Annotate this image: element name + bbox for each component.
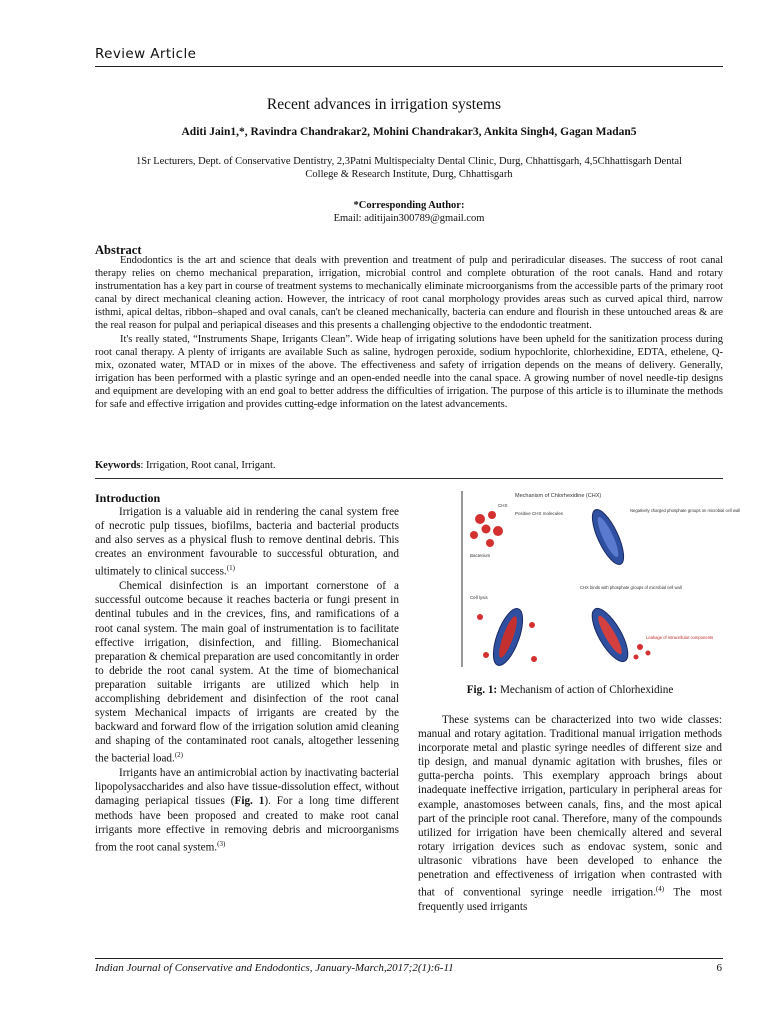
footer-divider <box>95 958 723 959</box>
right-column <box>418 713 722 914</box>
left-column <box>95 491 399 855</box>
keywords-label: Keywords <box>95 460 141 471</box>
intro-paragraph-2: Chemical disinfection is an important cornerstone of a successful outcome because it reaches bacteria or fungi present in dentinal tubules and in the crevices, fins, and ramifications of a root canal system. The main goal of instrumentation is to facilitate effective irrigation, disinfection, and filling. Biomechanical preparation & chemical preparation are used concomitantly in order to debride the root canal system. At the time of biomechanical preparation suitable irrigants are utilized which help in accomplishing debridement and disinfection of the root canal system Mechanical impacts of irrigants are created by the backward and forward flow of the irrigation solution amid cleaning and shaping of the contaminated root canals, altogether lessening the bacterial load.$^{(2)}$ <box>95 580 399 766</box>
intro-paragraph-3: Irrigants have an antimicrobial action by inactivating bacterial lipopolysaccharides and also have tissue-dissolution effect, without damaging periapical tissues (Fig. 1). For a long time different methods have been proposed and created to make root canal irrigants more effective in removing debris and microorganisms from the root canal system.$^{(3)}$ <box>95 767 399 854</box>
citation-ref[interactable]: (1) <box>226 564 235 573</box>
citation-ref[interactable]: (4) <box>655 885 665 894</box>
corresponding-label: *Corresponding Author: <box>353 200 465 211</box>
abstract-body <box>95 254 723 411</box>
figure-caption-text: Mechanism of action of Chlorhexidine <box>497 684 674 696</box>
article-type-label: Review Article <box>95 46 197 62</box>
figure-caption <box>418 684 722 696</box>
drawing-heading: Mechanism of Chlorhexidine (CHX) <box>515 493 602 499</box>
figure-caption-label: Fig. 1: <box>466 684 498 696</box>
page-number: 6 <box>716 962 722 974</box>
drawing-label-cell-wall: Negatively charged phosphate groups on microbial cell wall <box>630 508 741 513</box>
citation-ref[interactable]: (3) <box>217 839 226 848</box>
drawing-label-positive: Positive CHX molecules <box>515 511 564 516</box>
figure-reference[interactable]: Fig. 1 <box>234 795 265 808</box>
keywords-text: : Irrigation, Root canal, Irrigant. <box>140 460 276 471</box>
keywords-divider <box>95 478 723 479</box>
drawing-label-leak: Leakage of intracellular components <box>646 635 714 640</box>
drawing-label-chx: CHX <box>498 503 508 508</box>
article-title: Recent advances in irrigation systems <box>266 96 502 113</box>
affiliation-line-2: College & Research Institute, Durg, Chhattisgarh <box>305 169 513 180</box>
drawing-label-bacterium: Bacterium <box>470 553 491 558</box>
corresponding-author <box>95 199 723 225</box>
drawing-label-lysis: Cell lysis <box>470 595 488 600</box>
abstract-paragraph-2: It's really stated, “Instruments Shape, Irrigants Clean”. Wide heap of irrigating solutions have been upheld for the sanitization process during root canal therapy. A plenty of irrigants are available Such as saline, hydrogen peroxide, sodium hypochlorite, chlorhexidine, EDTA, ethelene, Q-mix, ozonated water, MTAD or in mixes of the above. The effectiveness and safety of irrigation depends on the means of delivery. Generally, irrigation has been performed with a plastic syringe and an open-ended needle into the canal space. A growing number of novel needle-tip designs and equipment are developing with an end goal to better address the difficulties of irrigation. The purpose of this article is to illuminate the methods for safe and effective irrigation and provides cutting-edge information on the latest advancements. <box>95 333 723 411</box>
citation-ref[interactable]: (2) <box>174 751 183 760</box>
affiliation-line-1: 1Sr Lecturers, Dept. of Conservative Dentistry, 2,3Patni Multispecialty Dental Clinic, Durg, Chhattisgarh, 4,5Chhattisgarh Dental <box>136 156 682 167</box>
keywords <box>95 460 276 471</box>
right-paragraph-1: These systems can be characterized into two wide classes: manual and rotary agitation. Traditional manual irrigation methods incorporate metal and plastic syringe needles of different size and tip design, and manual dynamic agitation with brushes, files or gutta-percha points. This exemplary approach brings about inadequate ineffective irrigation, particulary in peripheral areas for example, anastomoses between canals, fins, and the most apical part of the principle root canal. Therefore, many of the compounds utilized for irrigation have been chemically altered and several rotary irrigation devices such as endovac system, sonic and ultrasonic vibrations have been developed to enhance the penetration and effectiveness of irrigation when contrasted with that of conventional syringe needle irrigation.$^{(4)}$ The most frequently used irrigants <box>418 714 722 913</box>
abstract-heading: Abstract <box>95 243 142 257</box>
introduction-heading: Introduction <box>95 491 161 505</box>
journal-footer: Indian Journal of Conservative and Endodontics, January-March,2017;2(1):6-11 <box>95 962 454 974</box>
header-divider <box>95 66 723 67</box>
corresponding-email[interactable]: Email: aditijain300789@gmail.com <box>333 213 485 224</box>
drawing-label-binding: CHX binds with phosphate groups of microbial cell wall <box>580 585 682 590</box>
author-list: Aditi Jain1,*, Ravindra Chandrakar2, Mohini Chandrakar3, Ankita Singh4, Gagan Madan5 <box>181 126 637 138</box>
chlorhexidine-mechanism-drawing <box>460 487 741 673</box>
figure-1-image <box>460 487 741 673</box>
abstract-paragraph-1: Endodontics is the art and science that deals with prevention and treatment of pulp and periradicular diseases. The success of root canal therapy relies on chemo mechanical preparation, irrigation, microbial control and complete obturation of the root canals. Hand and rotary instrumentation has a key part in course of treatment systems to mechanically eliminate microorganisms from the accessible parts of the primary root canal by direct mechanical cleaning action. However, the intricacy of root canal morphology provides areas such as curved apical third, narrow isthmi, apical deltas, ribbon–shaped and oval canals, can't be cleaned mechanically, bacteria can endure and flourish in these untouched areas & are the real reason for pulpal and periapical diseases and this presents a challenging objective to the endodontic treatment. <box>95 255 723 332</box>
affiliations <box>100 155 718 181</box>
intro-paragraph-1: Irrigation is a valuable aid in rendering the canal system free of necrotic pulp tissues, biofilms, bacteria and bacterial products and also serves as a physical flush to remove dentinal debris. This creates an environment favourable to successful obturation, and ultimately to clinical success.$^{(1)}$ <box>95 506 399 579</box>
